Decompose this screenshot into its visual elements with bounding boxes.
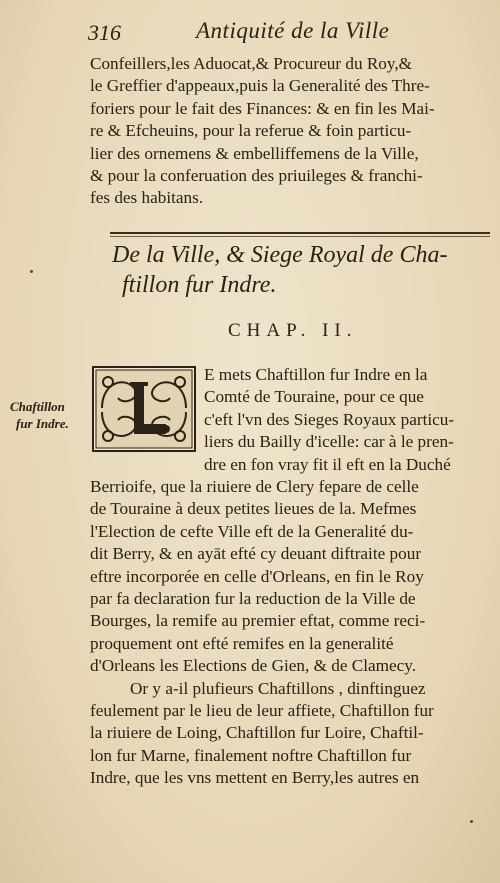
paper-speck xyxy=(470,820,473,823)
page-header xyxy=(88,16,488,48)
chapter-opening-lines xyxy=(204,364,486,476)
text-line: c'eft l'vn des Sieges Royaux particu- xyxy=(204,409,455,429)
text-line: eftre incorporée en celle d'Orleans, en fin le Roy xyxy=(90,566,424,586)
text-line: feulement par le lieu de leur affiete, Chaftillon fur xyxy=(90,701,434,721)
text-line: E mets Chaftillon fur Indre en la xyxy=(204,365,428,384)
text-line: de Touraine à deux petites lieues de la. Mefmes xyxy=(90,499,417,519)
text-line: proquement ont efté remifes en la generalité xyxy=(90,633,394,653)
text-line: Or y a-il plufieurs Chaftillons , dinftinguez xyxy=(130,678,426,698)
margin-note-line: fur Indre. xyxy=(16,416,69,431)
text-line: liers du Bailly d'icelle: car à le pren- xyxy=(204,432,454,452)
section-title-line: De la Ville, & Siege Royal de Cha- xyxy=(112,242,448,268)
section-title-line: ftillon fur Indre. xyxy=(122,272,277,298)
text-line: Comté de Touraine, pour ce que xyxy=(204,387,424,407)
text-line: dit Berry, & en ayāt efté cy deuant diftraite pour xyxy=(90,544,422,564)
margin-note xyxy=(10,398,78,432)
margin-note-line: Chaftillon xyxy=(10,399,65,414)
text-line: par fa declaration fur la reduction de la Ville de xyxy=(90,589,416,609)
text-line: d'Orleans les Elections de Gien, & de Clamecy. xyxy=(90,656,417,676)
ornamental-initial-icon xyxy=(92,366,196,452)
running-title: Antiquité de la Ville xyxy=(196,18,390,43)
page-number: 316 xyxy=(88,20,121,45)
text-line: Berrioife, que la riuiere de Clery fepare de celle xyxy=(90,477,419,496)
text-line: Bourges, la remife au premier eftat, comme reci- xyxy=(90,611,426,631)
text-line: Indre, que les vns mettent en Berry,les autres en xyxy=(90,768,420,788)
text-line: le Greffier d'appeaux,puis la Generalité des Thre- xyxy=(90,76,430,96)
paper-speck xyxy=(30,270,33,273)
text-line: Confeillers,les Aduocat,& Procureur du Roy,& xyxy=(90,54,413,73)
section-rule xyxy=(110,232,490,234)
section-rule-thin xyxy=(110,236,490,237)
chapter-heading: CHAP. II. xyxy=(228,320,358,341)
text-line: fes des habitans. xyxy=(90,188,204,208)
text-line: & pour la conferuation des priuileges & franchi- xyxy=(90,166,423,186)
intro-paragraph xyxy=(90,53,485,210)
chapter-body xyxy=(90,476,485,790)
text-line: foriers pour le fait des Finances: & en fin les Mai- xyxy=(90,98,435,118)
text-line: l'Election de cefte Ville eft de la Generalité du- xyxy=(90,521,414,541)
section-title xyxy=(112,240,492,300)
text-line: dre en fon vray fit il eft en la Duché xyxy=(204,454,451,474)
text-line: la riuiere de Loing, Chaftillon fur Loire, Chaftil- xyxy=(90,723,424,743)
text-line: lier des ornemens & embelliffemens de la Ville, xyxy=(90,143,419,163)
text-line: lon fur Marne, finalement noftre Chaftillon fur xyxy=(90,745,412,765)
text-line: re & Efcheuins, pour la referue & foin particu- xyxy=(90,121,412,141)
